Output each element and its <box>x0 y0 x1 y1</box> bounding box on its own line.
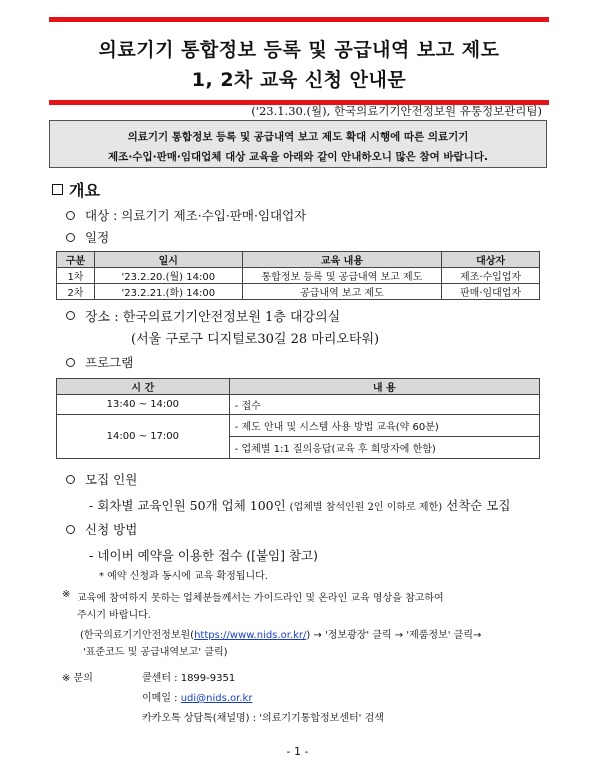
recruit-tail: 선착순 모집 <box>446 498 511 513</box>
notice-line-2: 주시기 바랍니다. <box>77 610 151 621</box>
venue-item <box>66 306 340 325</box>
section-overview-title: 개요 <box>69 181 100 200</box>
contact-kakao: 카카오톡 상담톡(채널명) : '의료기기통합정보센터' 검색 <box>142 713 384 724</box>
table-row <box>57 268 540 284</box>
notice-link-suffix: ) → '정보광장' 클릭 → '제품정보' 클릭→ <box>306 630 482 641</box>
table-cell: 1차 <box>57 268 95 284</box>
schedule-header-cell: 일시 <box>94 252 242 268</box>
notice-line-1: 교육에 참여하지 못하는 업체분들께서는 가이드라인 및 온라인 교육 영상을 참고하여 <box>77 593 444 604</box>
table-cell: '23.2.21.(화) 14:00 <box>94 284 242 300</box>
venue-line-2: (서울 구로구 디지털로30길 28 마리오타워) <box>131 332 380 347</box>
contact-email-link[interactable]: udi@nids.or.kr <box>180 693 253 704</box>
schedule-header-cell: 교육 내용 <box>242 252 442 268</box>
program-content-cell: - 업체별 1:1 질의응답(교육 후 희망자에 한함) <box>229 437 539 459</box>
circle-bullet-icon <box>66 211 75 220</box>
schedule-header-row <box>57 252 540 268</box>
title-box <box>49 17 549 105</box>
table-row <box>57 284 540 300</box>
program-content-cell: - 제도 안내 및 시스템 사용 방법 교육(약 60분) <box>229 415 539 437</box>
venue-line-1: 장소 : 한국의료기기안전정보원 1층 대강의실 <box>85 310 341 325</box>
summary-line-1: 의료기기 통합정보 등록 및 공급내역 보고 제도 확대 시행에 따른 의료기기 <box>127 131 469 143</box>
program-content-cell: - 접수 <box>229 395 539 415</box>
schedule-header-cell: 구분 <box>57 252 95 268</box>
target-text: 대상 : 의료기기 제조·수입·판매·임대업자 <box>85 208 307 223</box>
table-cell: 제조·수입업자 <box>442 268 540 284</box>
table-cell: 공급내역 보고 제도 <box>242 284 442 300</box>
program-time-cell: 14:00 ~ 17:00 <box>57 415 230 459</box>
circle-bullet-icon <box>66 233 75 242</box>
nids-website-link[interactable]: https://www.nids.or.kr/ <box>194 630 307 641</box>
recruit-label: 모집 인원 <box>85 472 138 487</box>
circle-bullet-icon <box>66 311 75 320</box>
schedule-table <box>56 251 540 300</box>
schedule-label: 일정 <box>85 230 110 245</box>
notice-mark: ※ <box>62 589 71 600</box>
program-header-cell: 내 용 <box>229 379 539 395</box>
circle-bullet-icon <box>66 525 75 534</box>
square-bullet-icon <box>52 184 63 195</box>
contact-callcenter: 콜센터 : 1899-9351 <box>142 673 236 684</box>
page-number: - 1 - <box>286 745 309 758</box>
apply-note: * 예약 신청과 동시에 교육 확정됩니다. <box>99 571 268 582</box>
contact-email-line <box>142 689 252 704</box>
recruit-line <box>89 496 510 514</box>
table-cell: 판매·임대업자 <box>442 284 540 300</box>
summary-box <box>49 120 547 168</box>
recruit-text: - 회차별 교육인원 50개 업체 100인 <box>89 498 286 513</box>
program-label: 프로그램 <box>85 355 134 370</box>
table-row <box>57 415 540 437</box>
notice-line-4: '표준코드 및 공급내역보고' 클릭) <box>83 647 228 658</box>
table-cell: 통합정보 등록 및 공급내역 보고 제도 <box>242 268 442 284</box>
table-cell: 2차 <box>57 284 95 300</box>
program-item <box>66 353 133 371</box>
notice-link-prefix: (한국의료기기안전정보원( <box>80 630 195 641</box>
section-overview-heading <box>52 178 100 201</box>
program-time-cell: 13:40 ~ 14:00 <box>57 395 230 415</box>
title-line-2: 1, 2차 교육 신청 안내문 <box>191 69 407 91</box>
program-header-cell: 시 간 <box>57 379 230 395</box>
program-header-row <box>57 379 540 395</box>
schedule-item <box>66 228 109 246</box>
recruit-item <box>66 470 137 488</box>
circle-bullet-icon <box>66 358 75 367</box>
table-cell: '23.2.20.(월) 14:00 <box>94 268 242 284</box>
department-date: ('23.1.30.(월), 한국의료기기안전정보원 유통정보관리팀) <box>251 104 542 118</box>
target-item <box>66 206 306 224</box>
title-line-1: 의료기기 통합정보 등록 및 공급내역 보고 제도 <box>98 39 500 61</box>
apply-item <box>66 520 137 538</box>
recruit-note: (업체별 참석인원 2인 이하로 제한) <box>289 502 443 513</box>
apply-label: 신청 방법 <box>85 522 138 537</box>
notice-link-line <box>80 626 481 641</box>
program-table <box>56 378 540 459</box>
contact-email-label: 이메일 : <box>142 693 181 704</box>
summary-line-2: 제조·수입·판매·임대업체 대상 교육을 아래와 같이 안내하오니 많은 참여 바랍니다. <box>108 151 488 163</box>
apply-line: - 네이버 예약을 이용한 접수 ([붙임] 참고) <box>89 548 318 563</box>
contact-mark: ※ 문의 <box>62 673 93 684</box>
schedule-header-cell: 대상자 <box>442 252 540 268</box>
circle-bullet-icon <box>66 475 75 484</box>
table-row <box>57 395 540 415</box>
